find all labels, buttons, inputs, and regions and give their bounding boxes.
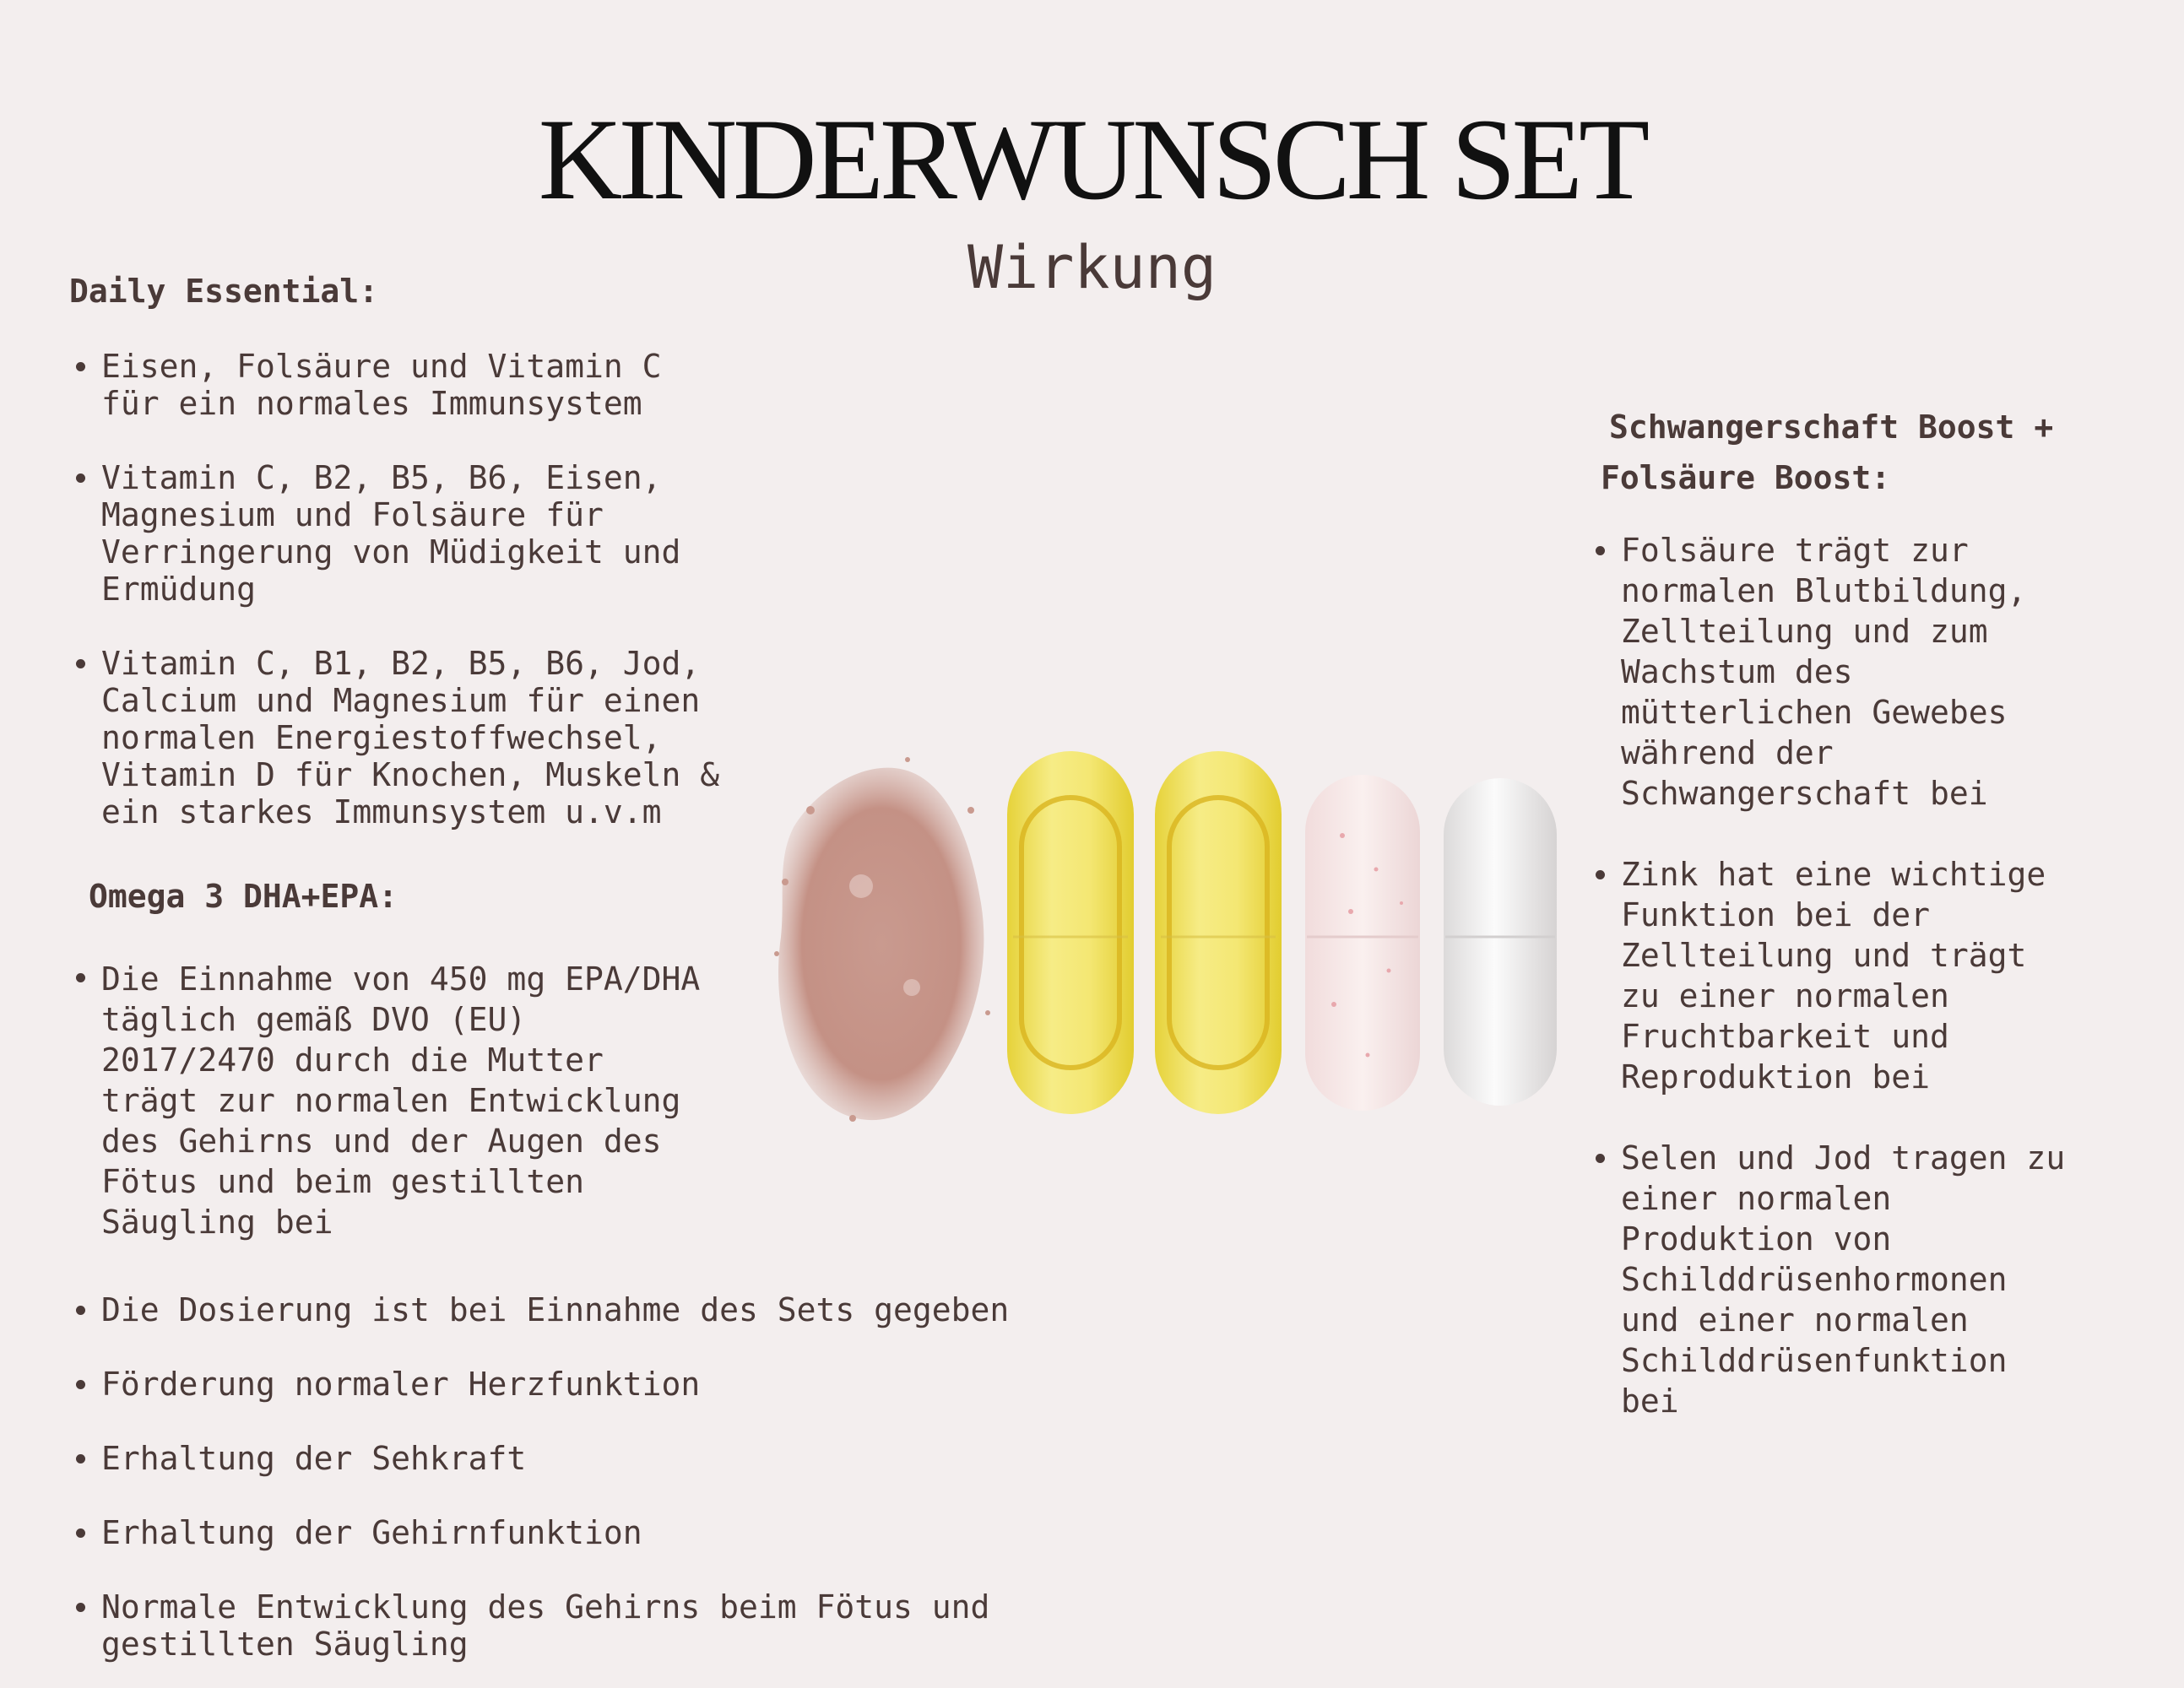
omega-list [69, 1440, 526, 1477]
list-item: Förderung normaler Herzfunktion [69, 1366, 700, 1403]
list-item: Selen und Jod tragen zu einer normalen Produktion von Schilddrüsenhormonen und einer normalen Schilddrüsenfunktion bei [1589, 1138, 2065, 1421]
omega3-capsule-1 [1007, 751, 1134, 1114]
list-item: Erhaltung der Gehirnfunktion [69, 1514, 642, 1551]
omega-list [69, 1588, 989, 1663]
omega3-capsule-2 [1155, 751, 1282, 1114]
omega-list [69, 1514, 642, 1551]
list-item: Die Einnahme von 450 mg EPA/DHA täglich gemäß DVO (EU) 2017/2470 durch die Mutter trägt zur normalen Entwicklung des Gehirns und der Augen des Fötus und beim gestillten Säugling bei [69, 959, 700, 1242]
boost-capsule-white [1444, 778, 1557, 1106]
omega-list [69, 1291, 1009, 1328]
supplements-illustration [760, 734, 1570, 1139]
list-item: Folsäure trägt zur normalen Blutbildung, Zellteilung und zum Wachstum des mütterlichen Gewebes während der Schwangerschaft bei [1589, 530, 2026, 814]
list-item: Eisen, Folsäure und Vitamin C für ein normales Immunsystem [69, 348, 661, 422]
omega-list [69, 959, 700, 1242]
list-item: Normale Entwicklung des Gehirns beim Fötus und gestillten Säugling [69, 1588, 989, 1663]
daily-essential-list [69, 348, 661, 422]
daily-essential-list [69, 459, 680, 608]
page-subtitle: Wirkung [967, 233, 1217, 302]
boost-heading-line1: Schwangerschaft Boost + [1609, 408, 2054, 446]
daily-essential-list [69, 645, 719, 830]
page-title: KINDERWUNSCH SET [538, 95, 1646, 224]
list-item: Vitamin C, B1, B2, B5, B6, Jod, Calcium und Magnesium für einen normalen Energiestoffwechsel, Vitamin D für Knochen, Muskeln & ein starkes Immunsystem u.v.m [69, 645, 719, 830]
boost-heading-line2: Folsäure Boost: [1601, 459, 1891, 496]
boost-list [1589, 530, 2026, 814]
list-item: Vitamin C, B2, B5, B6, Eisen, Magnesium und Folsäure für Verringerung von Müdigkeit und Ermüdung [69, 459, 680, 608]
boost-list [1589, 854, 2046, 1097]
list-item: Zink hat eine wichtige Funktion bei der Zellteilung und trägt zu einer normalen Fruchtbarkeit und Reproduktion bei [1589, 854, 2046, 1097]
daily-essential-heading: Daily Essential: [69, 273, 379, 310]
boost-list [1589, 1138, 2065, 1421]
list-item: Erhaltung der Sehkraft [69, 1440, 526, 1477]
omega-list [69, 1366, 700, 1403]
list-item: Die Dosierung ist bei Einnahme des Sets gegeben [69, 1291, 1009, 1328]
boost-capsule-pink [1305, 775, 1420, 1111]
omega-heading: Omega 3 DHA+EPA: [89, 878, 398, 915]
powder-pile [774, 757, 990, 1122]
